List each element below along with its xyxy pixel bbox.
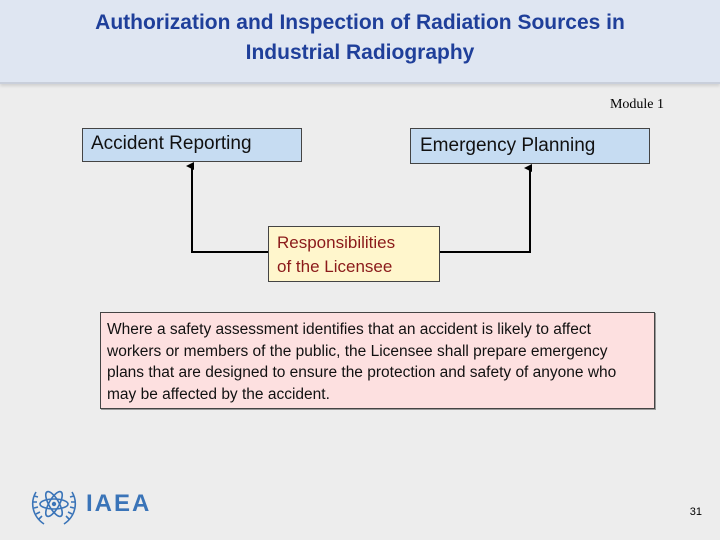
responsibilities-box	[268, 226, 440, 282]
accident-reporting-label: Accident Reporting	[91, 133, 252, 154]
note-box	[100, 312, 655, 409]
title-line-1: Authorization and Inspection of Radiation Sources in	[95, 11, 625, 34]
arrow-to-emergency-planning	[440, 168, 530, 252]
title-line-2: Industrial Radiography	[245, 41, 475, 64]
emergency-planning-box	[410, 128, 650, 164]
module-label: Module 1	[609, 97, 664, 112]
responsibilities-line-2: of the Licensee	[277, 257, 393, 276]
note-text: Where a safety assessment identifies that an accident is likely to affect workers or members of the public, the Licensee shall prepare emergency plans that are designed to ensure the protection and safety of anyone who may be affected by the accident.	[107, 321, 617, 403]
iaea-emblem-icon	[28, 482, 80, 530]
responsibilities-line-1: Responsibilities	[277, 233, 396, 252]
accident-reporting-box	[82, 128, 302, 162]
iaea-logo-text: IAEA	[86, 490, 152, 517]
arrow-to-accident-reporting	[192, 166, 268, 252]
page-number: 31	[689, 506, 702, 518]
emergency-planning-label: Emergency Planning	[420, 135, 596, 156]
